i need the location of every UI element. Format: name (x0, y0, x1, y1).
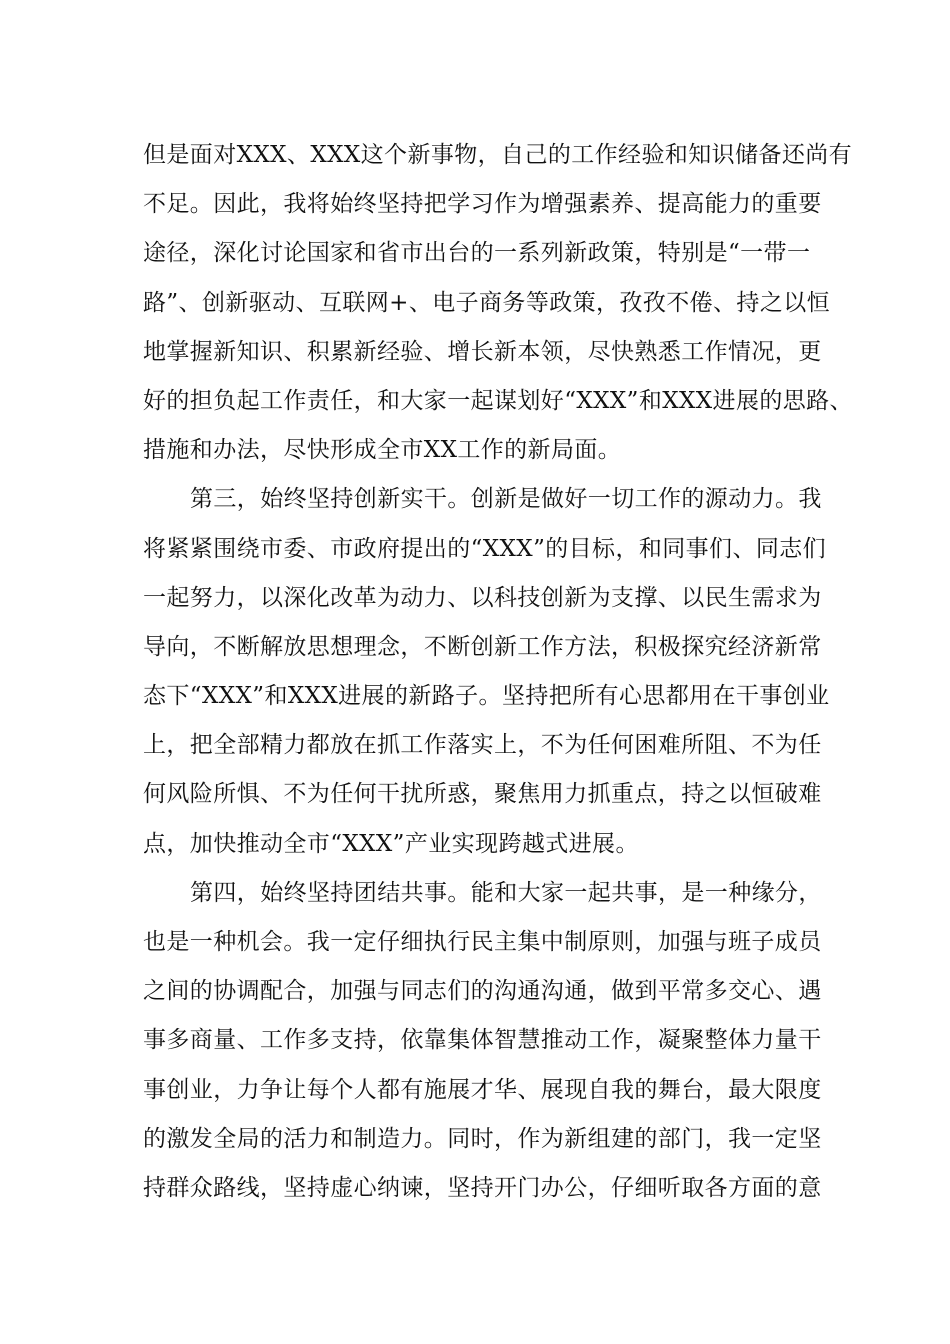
text-line: 第四，始终坚持团结共事。能和大家一起共事，是一种缘分， (190, 879, 822, 906)
text-line: 态下“XXX”和XXX进展的新路子。坚持把所有心思都用在干事创业 (143, 683, 830, 710)
text-line: 持群众路线，坚持虚心纳谏，坚持开门办公，仔细听取各方面的意 (143, 1174, 822, 1201)
text-line: 但是面对XXX、XXX这个新事物，自己的工作经验和知识储备还尚有 (143, 142, 853, 168)
text-line: 的激发全局的活力和制造力。同时，作为新组建的部门，我一定坚 (143, 1125, 822, 1152)
text-line: 一起努力，以深化改革为动力、以科技创新为支撑、以民生需求为 (143, 584, 822, 611)
paragraph-1 (143, 131, 853, 475)
text-line: 点，加快推动全市“XXX”产业实现跨越式进展。 (143, 830, 639, 857)
text-line: 导向，不断解放思想理念，不断创新工作方法，积极探究经济新常 (143, 633, 822, 660)
text-line: 途径，深化讨论国家和省市出台的一系列新政策，特别是“一带一 (143, 240, 811, 267)
text-line: 之间的协调配合，加强与同志们的沟通沟通，做到平常多交心、遇 (143, 978, 822, 1005)
text-line: 好的担负起工作责任，和大家一起谋划好“XXX”和XXX进展的思路、 (143, 387, 853, 414)
text-line: 地掌握新知识、积累新经验、增长新本领，尽快熟悉工作情况，更 (143, 338, 822, 365)
document-body (143, 131, 853, 1213)
text-line: 第三，始终坚持创新实干。创新是做好一切工作的源动力。我 (190, 486, 822, 513)
text-line: 路”、创新驱动、互联网+、电子商务等政策，孜孜不倦、持之以恒 (143, 289, 831, 316)
text-line: 不足。因此，我将始终坚持把学习作为增强素养、提高能力的重要 (143, 191, 822, 218)
text-line: 何风险所惧、不为任何干扰所惑，聚焦用力抓重点，持之以恒破难 (143, 781, 822, 808)
text-line: 措施和办法，尽快形成全市XX工作的新局面。 (143, 437, 622, 464)
text-line: 事创业，力争让每个人都有施展才华、展现自我的舞台，最大限度 (143, 1076, 822, 1103)
text-line: 也是一种机会。我一定仔细执行民主集中制原则，加强与班子成员 (143, 929, 822, 955)
text-line: 事多商量、工作多支持，依靠集体智慧推动工作，凝聚整体力量干 (143, 1027, 822, 1054)
paragraph-2 (143, 475, 830, 869)
text-line: 上，把全部精力都放在抓工作落实上，不为任何困难所阻、不为任 (143, 732, 822, 759)
paragraph-3 (143, 869, 822, 1213)
text-line: 将紧紧围绕市委、市政府提出的“XXX”的目标，和同事们、同志们 (143, 535, 827, 562)
